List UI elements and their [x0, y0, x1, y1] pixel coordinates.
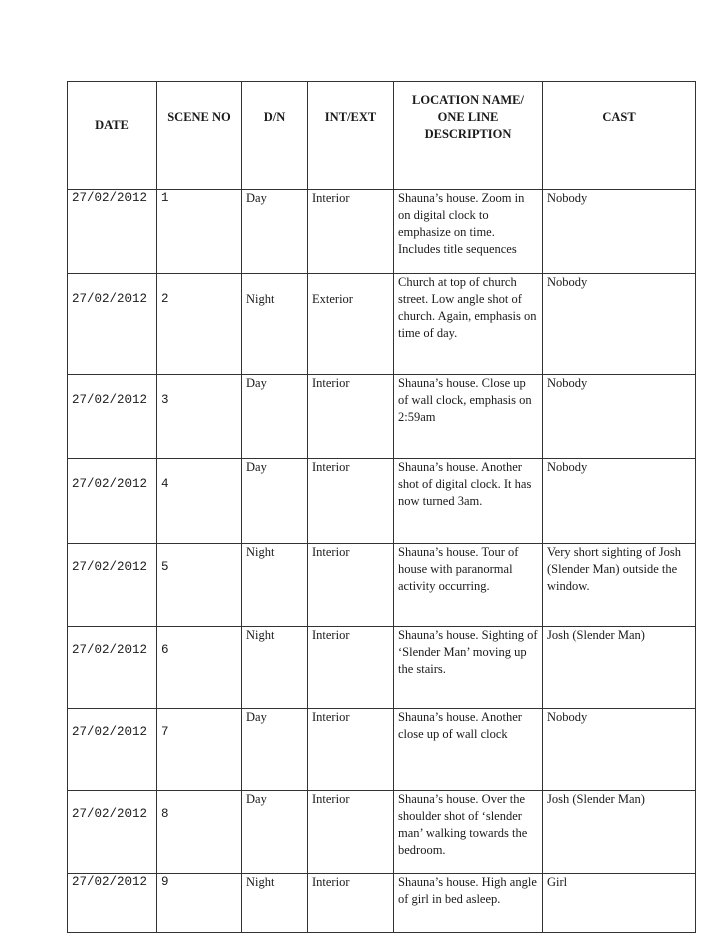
header-location-line1: LOCATION NAME/	[412, 93, 524, 107]
header-location-line3: DESCRIPTION	[424, 127, 512, 141]
cell-int-ext: Exterior	[308, 274, 394, 375]
cell-day-night: Day	[242, 375, 308, 459]
cell-day-night: Night	[242, 874, 308, 933]
cell-cast: Nobody	[543, 274, 696, 375]
cell-scene: 9	[157, 874, 242, 933]
cell-day-night: Night	[242, 544, 308, 627]
cell-location: Shauna’s house. Sighting of ‘Slender Man’ moving up the stairs.	[394, 627, 543, 709]
cell-scene: 5	[157, 544, 242, 627]
cell-scene: 2	[157, 274, 242, 375]
table-row	[68, 874, 696, 933]
table-row	[68, 190, 696, 274]
header-location-line2: ONE LINE	[437, 110, 499, 124]
cell-date: 27/02/2012	[68, 274, 157, 375]
header-int-ext: INT/EXT	[308, 82, 394, 190]
cell-cast: Nobody	[543, 709, 696, 791]
cell-scene: 4	[157, 459, 242, 544]
cell-cast: Josh (Slender Man)	[543, 791, 696, 874]
cell-scene: 8	[157, 791, 242, 874]
cell-day-night: Day	[242, 709, 308, 791]
cell-date: 27/02/2012	[68, 709, 157, 791]
cell-day-night: Day	[242, 791, 308, 874]
table-row	[68, 627, 696, 709]
cell-day-night: Day	[242, 459, 308, 544]
header-row	[68, 82, 696, 190]
header-cast: CAST	[543, 82, 696, 190]
header-day-night: D/N	[242, 82, 308, 190]
table-row	[68, 791, 696, 874]
cell-scene: 6	[157, 627, 242, 709]
cell-day-night: Night	[242, 627, 308, 709]
cell-int-ext: Interior	[308, 544, 394, 627]
cell-int-ext: Interior	[308, 791, 394, 874]
cell-scene: 1	[157, 190, 242, 274]
cell-date: 27/02/2012	[68, 190, 157, 274]
cell-scene: 7	[157, 709, 242, 791]
cell-location: Shauna’s house. Another shot of digital clock. It has now turned 3am.	[394, 459, 543, 544]
cell-date: 27/02/2012	[68, 459, 157, 544]
cell-int-ext: Interior	[308, 459, 394, 544]
table-row	[68, 274, 696, 375]
cell-location: Shauna’s house. High angle of girl in bed asleep.	[394, 874, 543, 933]
cell-cast: Nobody	[543, 190, 696, 274]
cell-int-ext: Interior	[308, 375, 394, 459]
cell-date: 27/02/2012	[68, 791, 157, 874]
cell-cast: Josh (Slender Man)	[543, 627, 696, 709]
cell-location: Shauna’s house. Zoom in on digital clock to emphasize on time. Includes title sequences	[394, 190, 543, 274]
cell-cast: Nobody	[543, 459, 696, 544]
cell-location: Shauna’s house. Over the shoulder shot of ‘slender man’ walking towards the bedroom.	[394, 791, 543, 874]
cell-scene: 3	[157, 375, 242, 459]
table-row	[68, 375, 696, 459]
cell-day-night: Day	[242, 190, 308, 274]
header-scene-no: SCENE NO	[157, 82, 242, 190]
shooting-schedule-table	[67, 81, 696, 933]
cell-int-ext: Interior	[308, 709, 394, 791]
cell-int-ext: Interior	[308, 190, 394, 274]
cell-int-ext: Interior	[308, 627, 394, 709]
cell-location: Church at top of church street. Low angle shot of church. Again, emphasis on time of day.	[394, 274, 543, 375]
cell-location: Shauna’s house. Tour of house with paranormal activity occurring.	[394, 544, 543, 627]
cell-date: 27/02/2012	[68, 544, 157, 627]
header-date: DATE	[68, 82, 157, 190]
table-row	[68, 544, 696, 627]
cell-date: 27/02/2012	[68, 874, 157, 933]
cell-int-ext: Interior	[308, 874, 394, 933]
cell-location: Shauna’s house. Another close up of wall clock	[394, 709, 543, 791]
cell-cast: Girl	[543, 874, 696, 933]
cell-cast: Nobody	[543, 375, 696, 459]
cell-cast: Very short sighting of Josh (Slender Man) outside the window.	[543, 544, 696, 627]
table-row	[68, 459, 696, 544]
cell-day-night: Night	[242, 274, 308, 375]
cell-date: 27/02/2012	[68, 375, 157, 459]
cell-location: Shauna’s house. Close up of wall clock, emphasis on 2:59am	[394, 375, 543, 459]
header-location	[394, 82, 543, 190]
cell-date: 27/02/2012	[68, 627, 157, 709]
table-row	[68, 709, 696, 791]
